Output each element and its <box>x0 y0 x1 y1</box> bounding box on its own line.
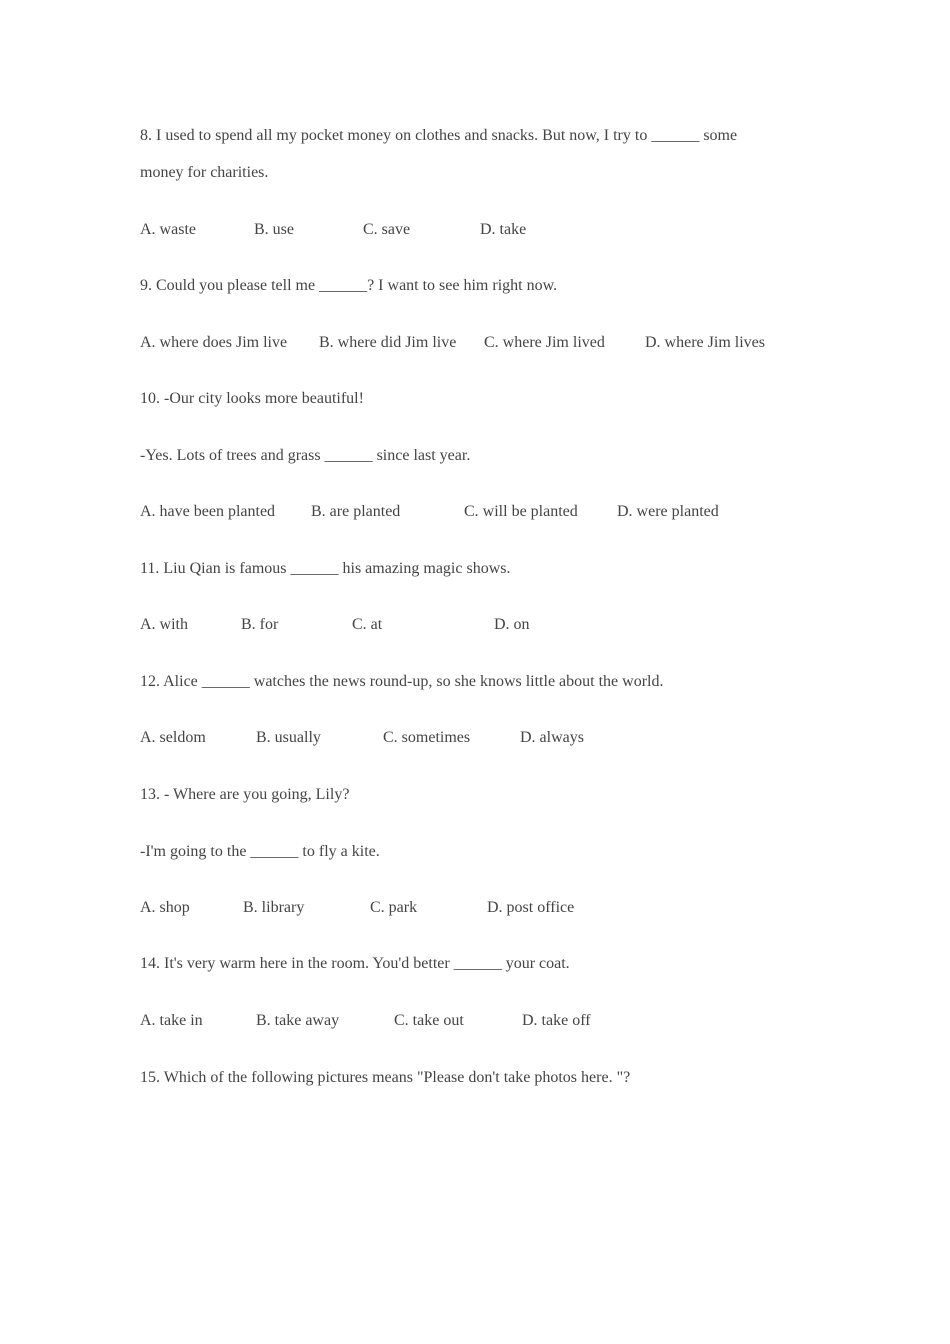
question-10-options <box>0 502 950 522</box>
question-9-option-c: C. where Jim lived <box>484 334 605 351</box>
question-10-option-c: C. will be planted <box>464 503 578 520</box>
question-10-option-b: B. are planted <box>311 503 401 520</box>
question-9-stem: 9. Could you please tell me ______? I want to see him right now. <box>140 277 558 294</box>
question-12-option-d: D. always <box>520 729 584 746</box>
question-13-option-d: D. post office <box>487 899 575 916</box>
question-9-option-a: A. where does Jim live <box>140 334 288 351</box>
question-8-option-d: D. take <box>480 221 527 238</box>
question-13-option-b: B. library <box>243 899 305 916</box>
question-14-option-a: A. take in <box>140 1012 203 1029</box>
question-13-options <box>0 898 950 918</box>
question-12-options <box>0 728 950 748</box>
question-13-option-a: A. shop <box>140 899 190 916</box>
question-9-option-b: B. where did Jim live <box>319 334 457 351</box>
question-14-option-d: D. take off <box>522 1012 591 1029</box>
question-10-stem-line-2: -Yes. Lots of trees and grass ______ since last year. <box>140 447 471 464</box>
question-10-option-a: A. have been planted <box>140 503 276 520</box>
question-9-option-d: D. where Jim lives <box>645 334 765 351</box>
question-8-options <box>0 220 950 240</box>
question-12-option-c: C. sometimes <box>383 729 471 746</box>
question-8-stem-line-1: 8. I used to spend all my pocket money on clothes and snacks. But now, I try to ______ some <box>140 127 738 144</box>
question-12-stem: 12. Alice ______ watches the news round-up, so she knows little about the world. <box>140 673 664 690</box>
question-11-option-d: D. on <box>494 616 530 633</box>
question-13-stem-line-1: 13. - Where are you going, Lily? <box>140 786 350 803</box>
question-11-options <box>0 615 950 635</box>
question-14-option-b: B. take away <box>256 1012 340 1029</box>
question-11-stem: 11. Liu Qian is famous ______ his amazing magic shows. <box>140 560 511 577</box>
question-8-option-a: A. waste <box>140 221 196 238</box>
question-13-stem-line-2: -I'm going to the ______ to fly a kite. <box>140 843 380 860</box>
question-11-option-c: C. at <box>352 616 383 633</box>
question-15-stem: 15. Which of the following pictures means "Please don't take photos here. "? <box>140 1069 631 1086</box>
question-13-option-c: C. park <box>370 899 418 916</box>
question-14-option-c: C. take out <box>394 1012 464 1029</box>
question-12-option-b: B. usually <box>256 729 321 746</box>
question-9-options <box>0 333 950 353</box>
question-14-options <box>0 1011 950 1031</box>
question-8-option-b: B. use <box>254 221 294 238</box>
question-12-option-a: A. seldom <box>140 729 206 746</box>
question-8-stem-line-2: money for charities. <box>140 164 269 181</box>
question-10-stem-line-1: 10. -Our city looks more beautiful! <box>140 390 364 407</box>
question-11-option-b: B. for <box>241 616 279 633</box>
question-10-option-d: D. were planted <box>617 503 719 520</box>
question-14-stem: 14. It's very warm here in the room. You'd better ______ your coat. <box>140 955 570 972</box>
question-8-option-c: C. save <box>363 221 411 238</box>
question-11-option-a: A. with <box>140 616 188 633</box>
